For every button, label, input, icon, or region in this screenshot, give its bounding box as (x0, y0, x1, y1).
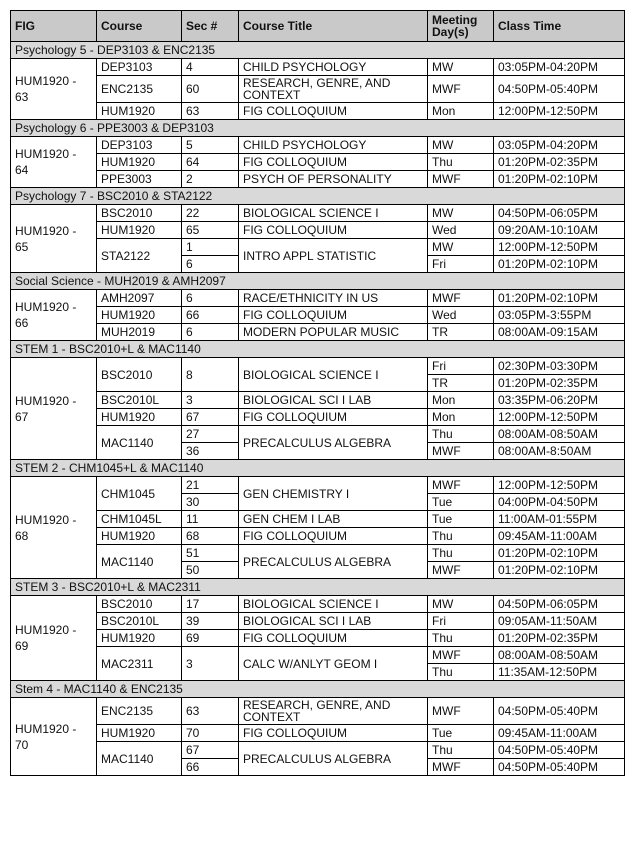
section-cell: 68 (182, 528, 239, 545)
class-time-cell: 11:00AM-01:55PM (494, 511, 625, 528)
table-row (11, 545, 625, 562)
meeting-days-cell: Thu (428, 426, 494, 443)
section-cell: 3 (182, 647, 239, 681)
group-header-row (11, 120, 625, 137)
table-row (11, 613, 625, 630)
meeting-days-cell: Fri (428, 613, 494, 630)
class-time-cell: 04:00PM-04:50PM (494, 494, 625, 511)
group-header-row (11, 460, 625, 477)
table-row (11, 307, 625, 324)
class-time-cell: 04:50PM-05:40PM (494, 698, 625, 725)
course-title-cell: RESEARCH, GENRE, AND CONTEXT (239, 76, 428, 103)
section-cell: 3 (182, 392, 239, 409)
course-code-cell: MAC2311 (97, 647, 182, 681)
table-row (11, 324, 625, 341)
course-title-cell: BIOLOGICAL SCIENCE I (239, 596, 428, 613)
meeting-days-cell: MWF (428, 698, 494, 725)
section-cell: 8 (182, 358, 239, 392)
class-time-cell: 11:35AM-12:50PM (494, 664, 625, 681)
fig-cell: HUM1920 - 70 (11, 698, 97, 776)
section-cell: 63 (182, 103, 239, 120)
header-fig: FIG (11, 11, 97, 42)
section-cell: 6 (182, 290, 239, 307)
class-time-cell: 08:00AM-08:50AM (494, 426, 625, 443)
class-time-cell: 08:00AM-09:15AM (494, 324, 625, 341)
table-row (11, 647, 625, 664)
section-cell: 30 (182, 494, 239, 511)
course-title-cell: CHILD PSYCHOLOGY (239, 137, 428, 154)
course-code-cell: BSC2010L (97, 392, 182, 409)
table-row (11, 154, 625, 171)
header-row (11, 11, 625, 42)
meeting-days-cell: TR (428, 324, 494, 341)
course-code-cell: MAC1140 (97, 545, 182, 579)
group-header-row (11, 273, 625, 290)
meeting-days-cell: Thu (428, 742, 494, 759)
section-cell: 64 (182, 154, 239, 171)
class-time-cell: 01:20PM-02:10PM (494, 256, 625, 273)
class-time-cell: 04:50PM-06:05PM (494, 205, 625, 222)
header-course-title: Course Title (239, 11, 428, 42)
class-time-cell: 09:20AM-10:10AM (494, 222, 625, 239)
table-row (11, 76, 625, 103)
class-time-cell: 09:45AM-11:00AM (494, 725, 625, 742)
course-title-cell: FIG COLLOQUIUM (239, 528, 428, 545)
course-code-cell: HUM1920 (97, 307, 182, 324)
schedule-body (11, 42, 625, 776)
class-time-cell: 04:50PM-05:40PM (494, 759, 625, 776)
section-cell: 67 (182, 409, 239, 426)
header-course: Course (97, 11, 182, 42)
meeting-days-cell: MW (428, 239, 494, 256)
meeting-days-cell: MW (428, 137, 494, 154)
class-time-cell: 01:20PM-02:35PM (494, 630, 625, 647)
class-time-cell: 04:50PM-05:40PM (494, 76, 625, 103)
course-code-cell: HUM1920 (97, 630, 182, 647)
group-label: Psychology 6 - PPE3003 & DEP3103 (11, 120, 625, 137)
group-label: Stem 4 - MAC1140 & ENC2135 (11, 681, 625, 698)
course-title-cell: PRECALCULUS ALGEBRA (239, 742, 428, 776)
group-header-row (11, 579, 625, 596)
course-code-cell: PPE3003 (97, 171, 182, 188)
group-header-row (11, 341, 625, 358)
table-row (11, 205, 625, 222)
course-code-cell: ENC2135 (97, 698, 182, 725)
table-row (11, 742, 625, 759)
header-meeting-days: Meeting Day(s) (428, 11, 494, 42)
table-row (11, 103, 625, 120)
course-title-cell: BIOLOGICAL SCIENCE I (239, 358, 428, 392)
course-title-cell: FIG COLLOQUIUM (239, 307, 428, 324)
course-code-cell: ENC2135 (97, 76, 182, 103)
section-cell: 50 (182, 562, 239, 579)
group-label: Social Science - MUH2019 & AMH2097 (11, 273, 625, 290)
course-title-cell: FIG COLLOQUIUM (239, 725, 428, 742)
section-cell: 6 (182, 324, 239, 341)
course-title-cell: INTRO APPL STATISTIC (239, 239, 428, 273)
table-row (11, 137, 625, 154)
section-cell: 36 (182, 443, 239, 460)
class-time-cell: 01:20PM-02:10PM (494, 562, 625, 579)
course-title-cell: FIG COLLOQUIUM (239, 222, 428, 239)
course-code-cell: HUM1920 (97, 725, 182, 742)
class-time-cell: 02:30PM-03:30PM (494, 358, 625, 375)
course-code-cell: HUM1920 (97, 222, 182, 239)
course-code-cell: DEP3103 (97, 59, 182, 76)
section-cell: 11 (182, 511, 239, 528)
header-class-time: Class Time (494, 11, 625, 42)
table-row (11, 477, 625, 494)
class-time-cell: 04:50PM-05:40PM (494, 742, 625, 759)
course-title-cell: CHILD PSYCHOLOGY (239, 59, 428, 76)
section-cell: 66 (182, 307, 239, 324)
table-row (11, 392, 625, 409)
meeting-days-cell: Tue (428, 494, 494, 511)
course-code-cell: STA2122 (97, 239, 182, 273)
course-code-cell: BSC2010 (97, 205, 182, 222)
meeting-days-cell: Wed (428, 307, 494, 324)
table-row (11, 222, 625, 239)
group-header-row (11, 188, 625, 205)
fig-cell: HUM1920 - 69 (11, 596, 97, 681)
course-code-cell: HUM1920 (97, 154, 182, 171)
course-title-cell: BIOLOGICAL SCI I LAB (239, 613, 428, 630)
course-title-cell: RESEARCH, GENRE, AND CONTEXT (239, 698, 428, 725)
section-cell: 17 (182, 596, 239, 613)
group-label: STEM 3 - BSC2010+L & MAC2311 (11, 579, 625, 596)
class-time-cell: 08:00AM-8:50AM (494, 443, 625, 460)
group-label: STEM 1 - BSC2010+L & MAC1140 (11, 341, 625, 358)
class-time-cell: 12:00PM-12:50PM (494, 477, 625, 494)
section-cell: 27 (182, 426, 239, 443)
meeting-days-cell: Wed (428, 222, 494, 239)
course-code-cell: BSC2010 (97, 358, 182, 392)
class-time-cell: 09:05AM-11:50AM (494, 613, 625, 630)
group-header-row (11, 681, 625, 698)
section-cell: 66 (182, 759, 239, 776)
meeting-days-cell: TR (428, 375, 494, 392)
section-cell: 70 (182, 725, 239, 742)
section-cell: 22 (182, 205, 239, 222)
schedule-table (10, 10, 625, 776)
course-code-cell: MUH2019 (97, 324, 182, 341)
class-time-cell: 12:00PM-12:50PM (494, 103, 625, 120)
group-label: STEM 2 - CHM1045+L & MAC1140 (11, 460, 625, 477)
course-code-cell: MAC1140 (97, 426, 182, 460)
table-row (11, 171, 625, 188)
fig-cell: HUM1920 - 64 (11, 137, 97, 188)
class-time-cell: 03:05PM-04:20PM (494, 137, 625, 154)
meeting-days-cell: MWF (428, 562, 494, 579)
meeting-days-cell: MWF (428, 171, 494, 188)
course-title-cell: MODERN POPULAR MUSIC (239, 324, 428, 341)
meeting-days-cell: MWF (428, 290, 494, 307)
course-code-cell: HUM1920 (97, 409, 182, 426)
fig-cell: HUM1920 - 65 (11, 205, 97, 273)
meeting-days-cell: Thu (428, 528, 494, 545)
fig-cell: HUM1920 - 67 (11, 358, 97, 460)
meeting-days-cell: Mon (428, 409, 494, 426)
course-code-cell: AMH2097 (97, 290, 182, 307)
meeting-days-cell: Mon (428, 103, 494, 120)
meeting-days-cell: Thu (428, 630, 494, 647)
meeting-days-cell: MW (428, 205, 494, 222)
course-title-cell: BIOLOGICAL SCI I LAB (239, 392, 428, 409)
section-cell: 21 (182, 477, 239, 494)
course-code-cell: HUM1920 (97, 528, 182, 545)
course-code-cell: BSC2010 (97, 596, 182, 613)
course-title-cell: FIG COLLOQUIUM (239, 630, 428, 647)
course-title-cell: CALC W/ANLYT GEOM I (239, 647, 428, 681)
course-title-cell: GEN CHEMISTRY I (239, 477, 428, 511)
section-cell: 6 (182, 256, 239, 273)
class-time-cell: 01:20PM-02:35PM (494, 154, 625, 171)
class-time-cell: 03:05PM-3:55PM (494, 307, 625, 324)
meeting-days-cell: MWF (428, 477, 494, 494)
meeting-days-cell: Fri (428, 256, 494, 273)
meeting-days-cell: Tue (428, 511, 494, 528)
meeting-days-cell: Thu (428, 664, 494, 681)
section-cell: 4 (182, 59, 239, 76)
class-time-cell: 03:05PM-04:20PM (494, 59, 625, 76)
class-time-cell: 12:00PM-12:50PM (494, 239, 625, 256)
section-cell: 2 (182, 171, 239, 188)
course-title-cell: PSYCH OF PERSONALITY (239, 171, 428, 188)
meeting-days-cell: MWF (428, 76, 494, 103)
fig-cell: HUM1920 - 66 (11, 290, 97, 341)
class-time-cell: 01:20PM-02:10PM (494, 171, 625, 188)
table-row (11, 59, 625, 76)
meeting-days-cell: MW (428, 596, 494, 613)
section-cell: 67 (182, 742, 239, 759)
section-cell: 39 (182, 613, 239, 630)
course-title-cell: FIG COLLOQUIUM (239, 103, 428, 120)
table-row (11, 358, 625, 375)
section-cell: 63 (182, 698, 239, 725)
course-code-cell: BSC2010L (97, 613, 182, 630)
meeting-days-cell: MWF (428, 443, 494, 460)
table-row (11, 630, 625, 647)
course-title-cell: BIOLOGICAL SCIENCE I (239, 205, 428, 222)
class-time-cell: 12:00PM-12:50PM (494, 409, 625, 426)
table-row (11, 528, 625, 545)
section-cell: 65 (182, 222, 239, 239)
table-row (11, 698, 625, 725)
table-row (11, 409, 625, 426)
section-cell: 60 (182, 76, 239, 103)
meeting-days-cell: MWF (428, 759, 494, 776)
course-title-cell: FIG COLLOQUIUM (239, 409, 428, 426)
course-code-cell: HUM1920 (97, 103, 182, 120)
section-cell: 5 (182, 137, 239, 154)
meeting-days-cell: Tue (428, 725, 494, 742)
group-label: Psychology 5 - DEP3103 & ENC2135 (11, 42, 625, 59)
course-title-cell: FIG COLLOQUIUM (239, 154, 428, 171)
section-cell: 69 (182, 630, 239, 647)
fig-cell: HUM1920 - 68 (11, 477, 97, 579)
fig-cell: HUM1920 - 63 (11, 59, 97, 120)
class-time-cell: 01:20PM-02:35PM (494, 375, 625, 392)
meeting-days-cell: Thu (428, 545, 494, 562)
header-sec: Sec # (182, 11, 239, 42)
course-code-cell: MAC1140 (97, 742, 182, 776)
meeting-days-cell: Mon (428, 392, 494, 409)
meeting-days-cell: MWF (428, 647, 494, 664)
class-time-cell: 01:20PM-02:10PM (494, 545, 625, 562)
course-code-cell: CHM1045L (97, 511, 182, 528)
course-title-cell: PRECALCULUS ALGEBRA (239, 426, 428, 460)
table-row (11, 239, 625, 256)
table-row (11, 725, 625, 742)
group-label: Psychology 7 - BSC2010 & STA2122 (11, 188, 625, 205)
course-title-cell: RACE/ETHNICITY IN US (239, 290, 428, 307)
section-cell: 51 (182, 545, 239, 562)
table-row (11, 511, 625, 528)
table-row (11, 426, 625, 443)
table-row (11, 596, 625, 613)
meeting-days-cell: MW (428, 59, 494, 76)
class-time-cell: 01:20PM-02:10PM (494, 290, 625, 307)
class-time-cell: 09:45AM-11:00AM (494, 528, 625, 545)
course-title-cell: PRECALCULUS ALGEBRA (239, 545, 428, 579)
course-code-cell: CHM1045 (97, 477, 182, 511)
course-title-cell: GEN CHEM I LAB (239, 511, 428, 528)
table-row (11, 290, 625, 307)
course-code-cell: DEP3103 (97, 137, 182, 154)
class-time-cell: 08:00AM-08:50AM (494, 647, 625, 664)
class-time-cell: 04:50PM-06:05PM (494, 596, 625, 613)
meeting-days-cell: Fri (428, 358, 494, 375)
group-header-row (11, 42, 625, 59)
section-cell: 1 (182, 239, 239, 256)
meeting-days-cell: Thu (428, 154, 494, 171)
class-time-cell: 03:35PM-06:20PM (494, 392, 625, 409)
